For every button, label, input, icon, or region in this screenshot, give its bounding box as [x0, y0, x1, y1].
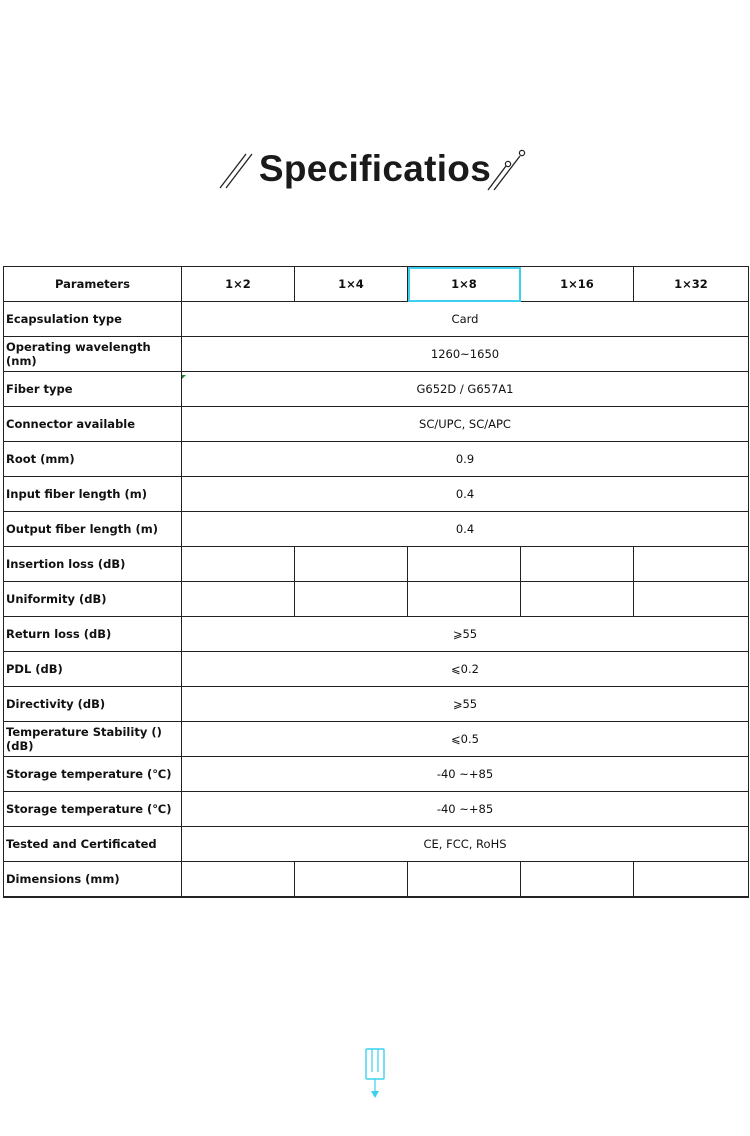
row-label: PDL (dB)	[4, 652, 182, 687]
row-cell	[182, 862, 295, 897]
row-cell	[408, 582, 521, 617]
row-cell	[634, 547, 749, 582]
table-row	[4, 617, 749, 652]
pin-slash-icon	[486, 148, 528, 192]
header-cell-1x2: 1×2	[182, 267, 295, 302]
row-cell	[182, 582, 295, 617]
row-label: Temperature Stability () (dB)	[4, 722, 182, 757]
table-row	[4, 302, 749, 337]
table-row	[4, 372, 749, 407]
table-row	[4, 442, 749, 477]
header-cell-1x8[interactable]: 1×8	[408, 267, 521, 302]
row-cell	[521, 862, 634, 897]
table-row	[4, 337, 749, 372]
row-cell	[295, 862, 408, 897]
row-cell	[408, 547, 521, 582]
row-value: SC/UPC, SC/APC	[182, 407, 749, 442]
row-value: ⩽0.5	[182, 722, 749, 757]
row-value: ⩾55	[182, 687, 749, 722]
table-row	[4, 652, 749, 687]
row-label: Fiber type	[4, 372, 182, 407]
row-label: Directivity (dB)	[4, 687, 182, 722]
header-cell-1x16: 1×16	[521, 267, 634, 302]
row-value: -40 ~+85	[182, 792, 749, 827]
row-label: Ecapsulation type	[4, 302, 182, 337]
row-value: -40 ~+85	[182, 757, 749, 792]
header-cell-1x4: 1×4	[295, 267, 408, 302]
row-label: Uniformity (dB)	[4, 582, 182, 617]
table-row	[4, 582, 749, 617]
specifications-table	[3, 266, 749, 898]
table-row	[4, 722, 749, 757]
header-cell-parameters: Parameters	[4, 267, 182, 302]
row-cell	[182, 547, 295, 582]
row-label: Input fiber length (m)	[4, 477, 182, 512]
row-cell	[295, 547, 408, 582]
row-label: Dimensions (mm)	[4, 862, 182, 897]
row-label: Return loss (dB)	[4, 617, 182, 652]
row-label: Output fiber length (m)	[4, 512, 182, 547]
row-cell	[521, 547, 634, 582]
row-value: 1260~1650	[182, 337, 749, 372]
row-value: ⩽0.2	[182, 652, 749, 687]
table-row	[4, 792, 749, 827]
row-label: Storage temperature (℃)	[4, 757, 182, 792]
table-row	[4, 407, 749, 442]
row-value: CE, FCC, RoHS	[182, 827, 749, 862]
cell-marker	[182, 375, 186, 379]
table-row	[4, 512, 749, 547]
header-cell-1x32: 1×32	[634, 267, 749, 302]
row-value: 0.4	[182, 477, 749, 512]
table-header-row	[4, 267, 749, 302]
row-label: Connector available	[4, 407, 182, 442]
row-cell	[408, 862, 521, 897]
scroll-down-arrow-icon[interactable]	[364, 1046, 388, 1100]
row-value: 0.4	[182, 512, 749, 547]
table-row	[4, 757, 749, 792]
table-row	[4, 862, 749, 897]
row-label: Insertion loss (dB)	[4, 547, 182, 582]
row-value: 0.9	[182, 442, 749, 477]
row-label: Storage temperature (℃)	[4, 792, 182, 827]
row-cell	[634, 862, 749, 897]
table-row	[4, 827, 749, 862]
table-row	[4, 547, 749, 582]
row-value: ⩾55	[182, 617, 749, 652]
row-cell	[634, 582, 749, 617]
table-row	[4, 477, 749, 512]
row-label: Operating wavelength (nm)	[4, 337, 182, 372]
row-label: Root (mm)	[4, 442, 182, 477]
row-label: Tested and Certificated	[4, 827, 182, 862]
table-row	[4, 687, 749, 722]
row-value: G652D / G657A1	[182, 372, 749, 407]
row-cell	[295, 582, 408, 617]
section-title	[0, 144, 750, 194]
row-value: Card	[182, 302, 749, 337]
row-cell	[521, 582, 634, 617]
page-title: Specificatios	[258, 148, 492, 189]
